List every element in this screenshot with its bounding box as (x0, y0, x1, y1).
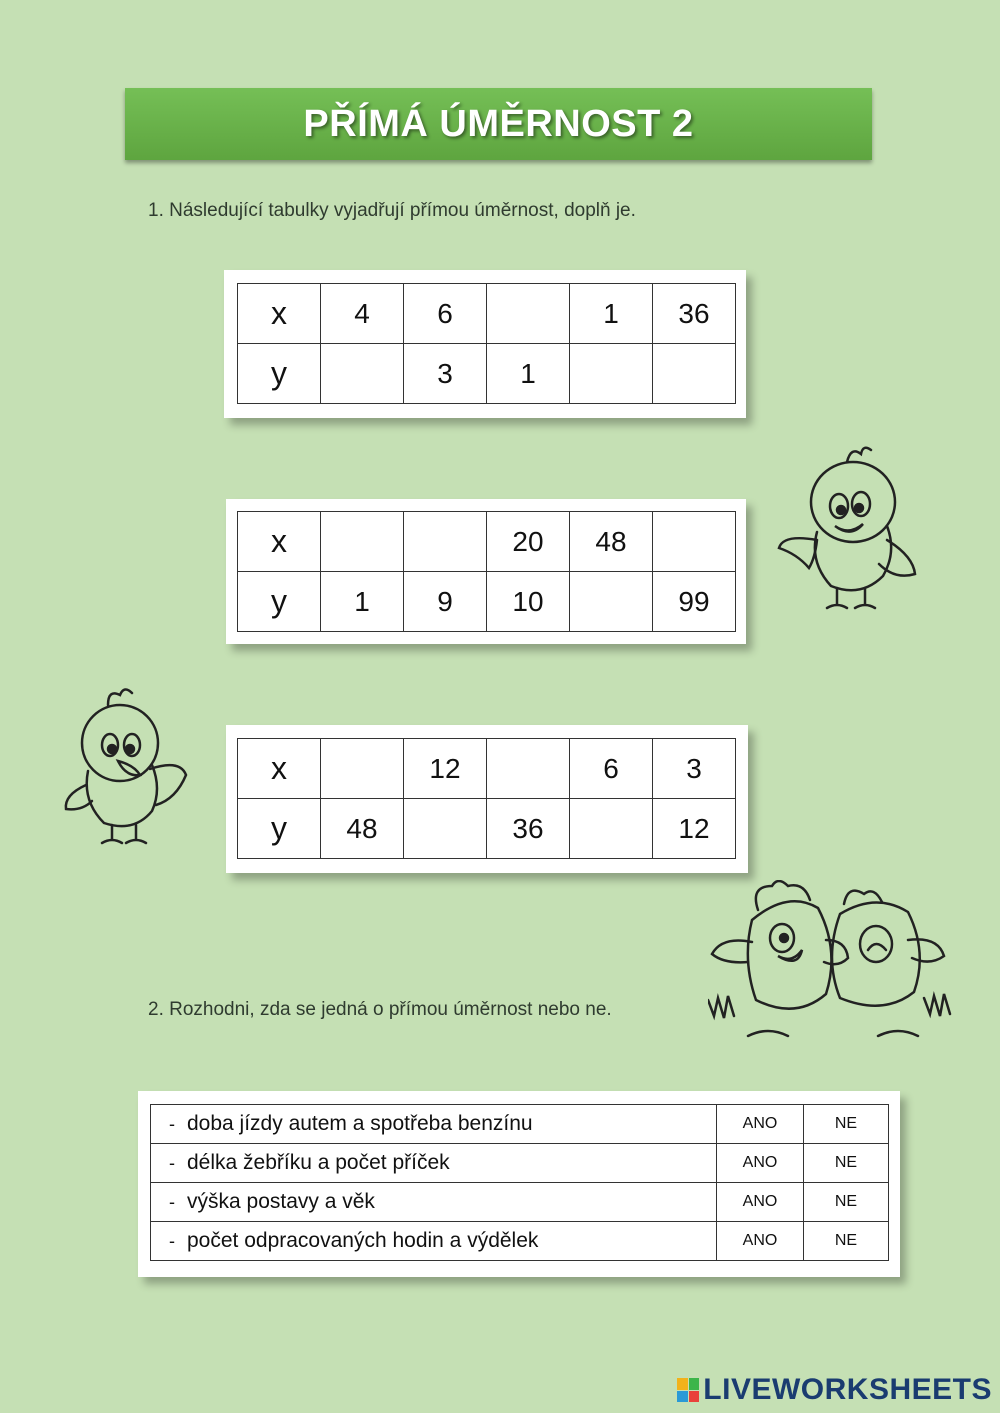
table-cell[interactable]: 12 (653, 799, 736, 859)
table-cell[interactable] (404, 799, 487, 859)
answer-yes-option[interactable]: ANO (717, 1144, 804, 1183)
row-label: x (238, 512, 321, 572)
task-1-instruction: 1. Následující tabulky vyjadřují přímou úměrnost, doplň je. (148, 200, 636, 221)
table-cell[interactable]: 36 (653, 284, 736, 344)
chick-standing-icon (62, 685, 192, 855)
table-row (151, 1144, 889, 1183)
table-cell[interactable]: 99 (653, 572, 736, 632)
table-cell[interactable] (653, 344, 736, 404)
table-cell[interactable] (487, 739, 570, 799)
table-row (151, 1222, 889, 1261)
statement-text (151, 1183, 717, 1222)
statements-table (150, 1104, 889, 1261)
table-cell[interactable] (404, 512, 487, 572)
statement-text (151, 1222, 717, 1261)
table-cell[interactable]: 3 (404, 344, 487, 404)
proportion-table-1 (237, 283, 736, 404)
table-cell[interactable] (321, 344, 404, 404)
table-cell[interactable]: 4 (321, 284, 404, 344)
table-cell[interactable]: 48 (570, 512, 653, 572)
statement-text (151, 1105, 717, 1144)
table-cell[interactable]: 20 (487, 512, 570, 572)
table-row-x (238, 739, 736, 799)
liveworksheets-logo (677, 1373, 992, 1407)
row-label: y (238, 572, 321, 632)
bullet-dash: - (169, 1231, 175, 1251)
statement-label: počet odpracovaných hodin a výdělek (187, 1229, 539, 1252)
statement-label: délka žebříku a počet příček (187, 1151, 450, 1174)
logo-text: LIVEWORKSHEETS (703, 1373, 992, 1406)
table-cell[interactable]: 1 (321, 572, 404, 632)
table-cell[interactable] (570, 799, 653, 859)
statement-label: výška postavy a věk (187, 1190, 375, 1213)
answer-no-option[interactable]: NE (804, 1144, 889, 1183)
table-cell[interactable]: 6 (404, 284, 487, 344)
table-cell[interactable]: 1 (570, 284, 653, 344)
table-cell[interactable] (321, 739, 404, 799)
table-row (151, 1183, 889, 1222)
row-label: x (238, 284, 321, 344)
table-row-y (238, 572, 736, 632)
task-2-instruction: 2. Rozhodni, zda se jedná o přímou úměrnost nebo ne. (148, 999, 612, 1020)
table-cell[interactable] (487, 284, 570, 344)
chick-waving-icon (775, 440, 920, 620)
bullet-dash: - (169, 1114, 175, 1134)
two-chicks-icon (708, 880, 966, 1048)
answer-no-option[interactable]: NE (804, 1105, 889, 1144)
page-title: PŘÍMÁ ÚMĚRNOST 2 (303, 102, 694, 145)
table-cell[interactable]: 9 (404, 572, 487, 632)
table-cell[interactable]: 3 (653, 739, 736, 799)
logo-mark-icon (677, 1378, 699, 1402)
answer-yes-option[interactable]: ANO (717, 1105, 804, 1144)
table-cell[interactable] (570, 572, 653, 632)
statement-text (151, 1144, 717, 1183)
answer-yes-option[interactable]: ANO (717, 1183, 804, 1222)
title-banner (125, 88, 872, 160)
table-row-x (238, 284, 736, 344)
answer-no-option[interactable]: NE (804, 1183, 889, 1222)
answer-yes-option[interactable]: ANO (717, 1222, 804, 1261)
table-cell[interactable]: 6 (570, 739, 653, 799)
row-label: y (238, 344, 321, 404)
row-label: x (238, 739, 321, 799)
answer-no-option[interactable]: NE (804, 1222, 889, 1261)
proportion-table-2 (237, 511, 736, 632)
bullet-dash: - (169, 1153, 175, 1173)
row-label: y (238, 799, 321, 859)
table-cell[interactable]: 12 (404, 739, 487, 799)
table-row-y (238, 344, 736, 404)
table-cell[interactable] (653, 512, 736, 572)
table-cell[interactable]: 48 (321, 799, 404, 859)
table-cell[interactable]: 1 (487, 344, 570, 404)
table-row (151, 1105, 889, 1144)
bullet-dash: - (169, 1192, 175, 1212)
table-row-y (238, 799, 736, 859)
table-cell[interactable] (570, 344, 653, 404)
table-row-x (238, 512, 736, 572)
table-cell[interactable] (321, 512, 404, 572)
statement-label: doba jízdy autem a spotřeba benzínu (187, 1112, 533, 1135)
table-cell[interactable]: 10 (487, 572, 570, 632)
proportion-table-3 (237, 738, 736, 859)
table-cell[interactable]: 36 (487, 799, 570, 859)
